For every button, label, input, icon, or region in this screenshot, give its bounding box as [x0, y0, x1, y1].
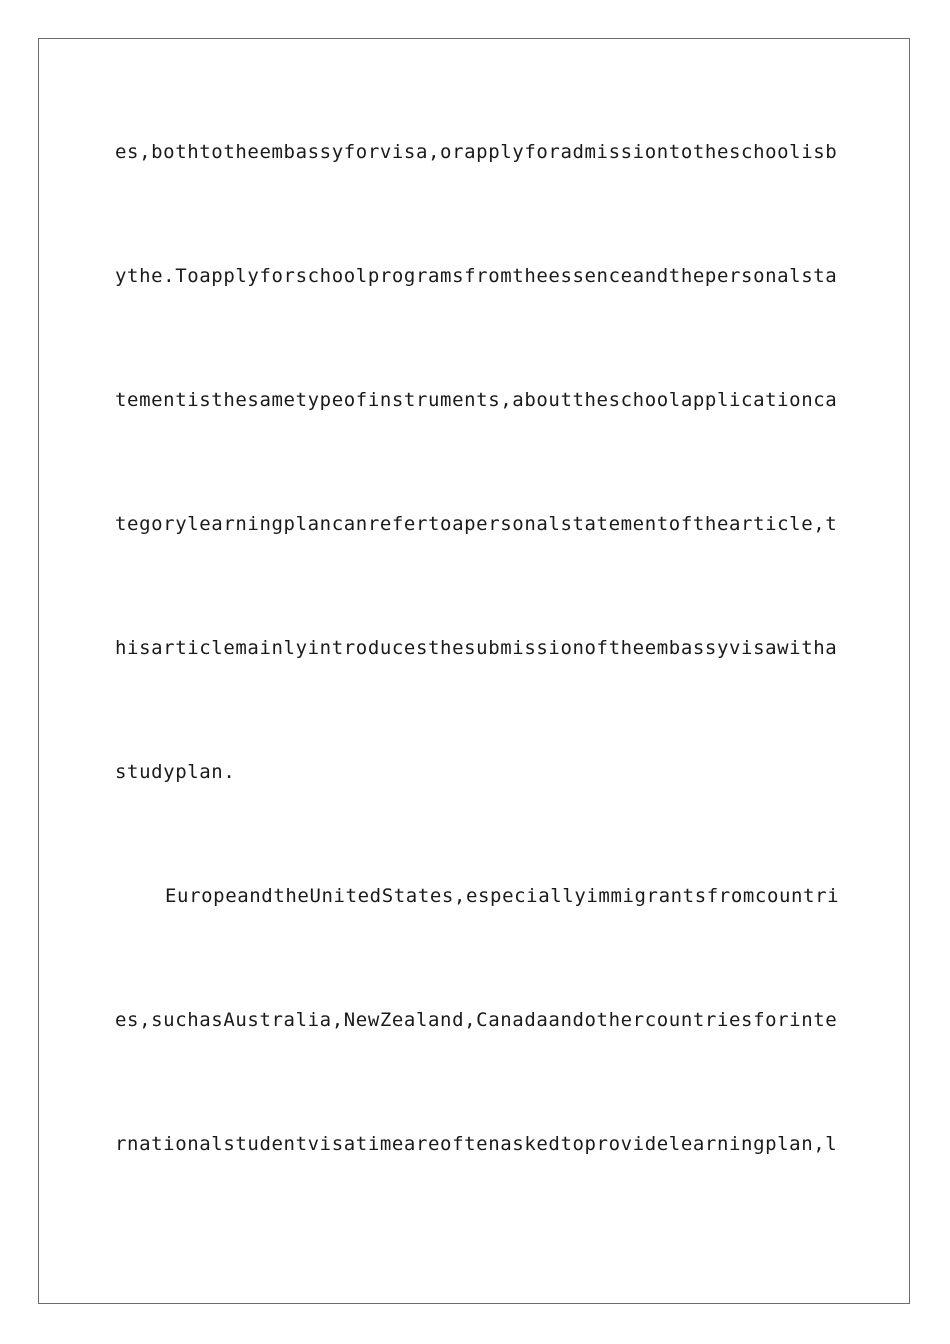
text-line: tegorylearningplancanrefertoapersonalstatementofthearticle,t [115, 513, 838, 535]
text-line: rnationalstudentvisatimeareoftenaskedtoprovidelearningplan,l [115, 1133, 838, 1155]
text-line: hisarticlemainlyintroducesthesubmissionoftheembassyvisawitha [115, 637, 838, 659]
paragraph-first-line: EuropeandtheUnitedStates,especiallyimmigrantsfromcountri [165, 885, 840, 907]
text-line: ythe.Toapplyforschoolprogramsfromtheessenceandthepersonalsta [115, 265, 838, 287]
text-line: es,suchasAustralia,NewZealand,Canadaandothercountriesforinte [115, 1009, 838, 1031]
text-line: tementisthesametypeofinstruments,abouttheschoolapplicationca [115, 389, 838, 411]
text-line: es,bothtotheembassyforvisa,orapplyforadmissiontotheschoolisb [115, 141, 838, 163]
text-line: studyplan. [115, 761, 236, 783]
page-frame [38, 38, 910, 1304]
